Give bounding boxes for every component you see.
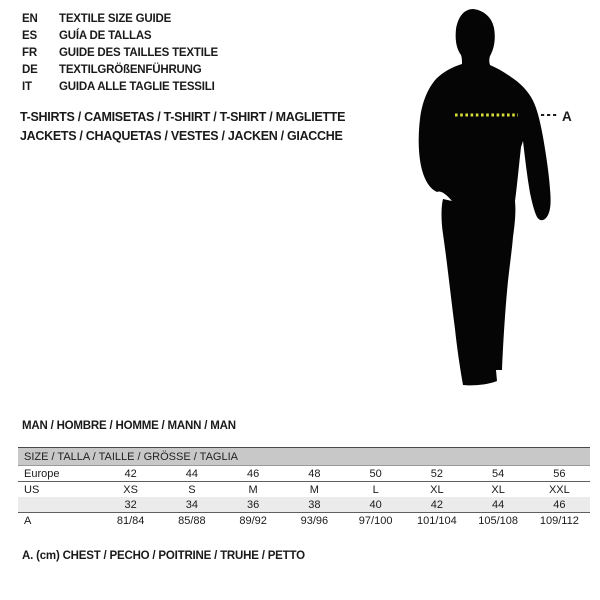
size-cell: M bbox=[309, 483, 319, 496]
language-label: TEXTILE SIZE GUIDE bbox=[59, 13, 172, 25]
size-cell: 44 bbox=[468, 497, 529, 513]
size-cell: 52 bbox=[406, 466, 467, 482]
size-cell: L bbox=[372, 483, 379, 496]
language-row-en bbox=[22, 11, 218, 28]
size-cell: 54 bbox=[468, 466, 529, 482]
language-code: EN bbox=[22, 13, 38, 25]
size-table bbox=[18, 447, 590, 528]
table-row-europe bbox=[18, 466, 590, 482]
size-table-header-row bbox=[18, 448, 590, 466]
size-cell: 48 bbox=[284, 466, 345, 482]
size-cell: 40 bbox=[345, 497, 406, 513]
language-code: FR bbox=[22, 47, 37, 59]
category-line-tshirts: T-SHIRTS / CAMISETAS / T-SHIRT / T-SHIRT / MAGLIETTE bbox=[20, 110, 346, 124]
size-cell: 56 bbox=[529, 466, 590, 482]
row-label: US bbox=[24, 483, 40, 496]
table-row-us bbox=[18, 482, 590, 498]
language-row-de bbox=[22, 62, 218, 79]
language-label: GUÍA DE TALLAS bbox=[59, 30, 152, 42]
size-cell: 42 bbox=[100, 466, 161, 482]
size-cell: 93/96 bbox=[300, 514, 329, 527]
size-cell: XXL bbox=[548, 483, 570, 496]
size-cell: 85/88 bbox=[178, 514, 206, 527]
size-cell: M bbox=[248, 483, 258, 496]
measurement-footnote: A. (cm) CHEST / PECHO / POITRINE / TRUHE / PETTO bbox=[22, 550, 305, 562]
section-title-man: MAN / HOMBRE / HOMME / MANN / MAN bbox=[22, 420, 236, 432]
garment-categories bbox=[20, 108, 345, 145]
size-cell: 46 bbox=[223, 466, 284, 482]
row-label: A bbox=[24, 514, 32, 527]
size-cell: 34 bbox=[161, 497, 222, 513]
size-cell: 89/92 bbox=[239, 514, 267, 527]
size-table-header: SIZE / TALLA / TAILLE / GRÖSSE / TAGLIA bbox=[18, 448, 590, 466]
size-cell: XL bbox=[491, 483, 505, 496]
language-code: DE bbox=[22, 64, 38, 76]
size-cell: 97/100 bbox=[358, 514, 393, 527]
row-label bbox=[18, 497, 100, 513]
size-cell: 38 bbox=[284, 497, 345, 513]
size-cell: 42 bbox=[406, 497, 467, 513]
size-cell: S bbox=[188, 483, 196, 496]
table-row-chest-a bbox=[18, 513, 590, 529]
size-cell: XL bbox=[430, 483, 444, 496]
category-line-jackets: JACKETS / CHAQUETAS / VESTES / JACKEN / GIACCHE bbox=[20, 128, 343, 143]
size-cell: 36 bbox=[223, 497, 284, 513]
language-label: GUIDA ALLE TAGLIE TESSILI bbox=[59, 81, 215, 93]
size-cell: 81/84 bbox=[116, 514, 145, 527]
row-label: Europe bbox=[18, 466, 100, 482]
language-row-es bbox=[22, 28, 218, 45]
language-label: TEXTILGRÖßENFÜHRUNG bbox=[59, 64, 202, 76]
language-code: ES bbox=[22, 30, 37, 42]
size-cell: 44 bbox=[161, 466, 222, 482]
size-cell: 32 bbox=[100, 497, 161, 513]
language-code: IT bbox=[22, 81, 32, 93]
size-cell: 50 bbox=[345, 466, 406, 482]
language-row-fr bbox=[22, 45, 218, 62]
man-silhouette bbox=[419, 9, 551, 385]
measure-label-a: A bbox=[562, 109, 572, 124]
size-cell: XS bbox=[123, 483, 138, 496]
language-row-it bbox=[22, 79, 218, 96]
size-cell: 109/112 bbox=[539, 514, 579, 527]
size-cell: 101/104 bbox=[416, 514, 457, 527]
size-cell: 105/108 bbox=[478, 514, 518, 527]
language-list bbox=[22, 11, 218, 96]
table-row-uk bbox=[18, 497, 590, 513]
man-silhouette-figure bbox=[410, 5, 590, 403]
size-cell: 46 bbox=[529, 497, 590, 513]
language-label: GUIDE DES TAILLES TEXTILE bbox=[59, 47, 218, 59]
